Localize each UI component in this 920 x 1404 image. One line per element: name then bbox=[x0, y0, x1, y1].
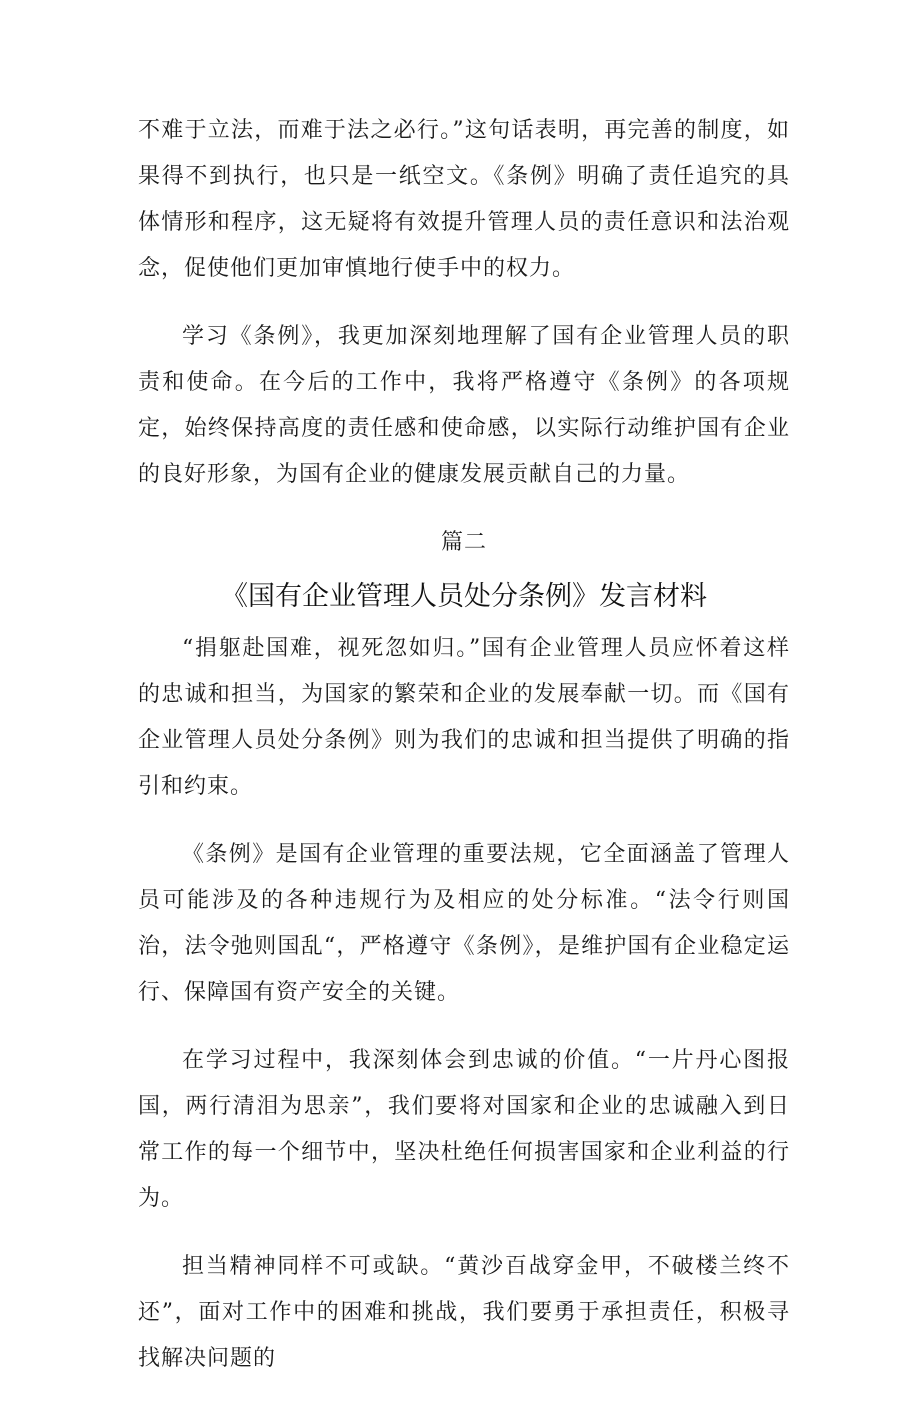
paragraph-responsibility: 担当精神同样不可或缺。“黄沙百战穿金甲，不破楼兰终不还”，面对工作中的困难和挑战，我们要勇于承担责任，积极寻找解决问题的 bbox=[138, 1254, 790, 1371]
document-body bbox=[138, 108, 790, 1404]
paragraph-continuation: 不难于立法，而难于法之必行。”这句话表明，再完善的制度，如果得不到执行，也只是一纸空文。《条例》明确了责任追究的具体情形和程序，这无疑将有效提升管理人员的责任意识和法治观念，促使他们更加审慎地行使手中的权力。 bbox=[138, 118, 790, 281]
document-title: 《国有企业管理人员处分条例》发言材料 bbox=[221, 581, 707, 612]
section-label: 篇二 bbox=[440, 530, 487, 555]
paragraph-loyalty-value: 在学习过程中，我深刻体会到忠诚的价值。“一片丹心图报国，两行清泪为思亲”，我们要将对国家和企业的忠诚融入到日常工作的每一个细节中，坚决杜绝任何损害国家和企业利益的行为。 bbox=[138, 1048, 790, 1211]
paragraph-regulation-overview: 《条例》是国有企业管理的重要法规，它全面涵盖了管理人员可能涉及的各种违规行为及相应的处分标准。“法令行则国治，法令弛则国乱“，严格遵守《条例》，是维护国有企业稳定运行、保障国有资产安全的关键。 bbox=[138, 842, 790, 1005]
paragraph-study-conclusion: 学习《条例》，我更加深刻地理解了国有企业管理人员的职责和使命。在今后的工作中，我将严格遵守《条例》的各项规定，始终保持高度的责任感和使命感，以实际行动维护国有企业的良好形象，为国有企业的健康发展贡献自己的力量。 bbox=[138, 324, 790, 487]
paragraph-loyalty-intro: “捐躯赴国难，视死忽如归。”国有企业管理人员应怀着这样的忠诚和担当，为国家的繁荣和企业的发展奉献一切。而《国有企业管理人员处分条例》则为我们的忠诚和担当提供了明确的指引和约束。 bbox=[138, 636, 790, 799]
